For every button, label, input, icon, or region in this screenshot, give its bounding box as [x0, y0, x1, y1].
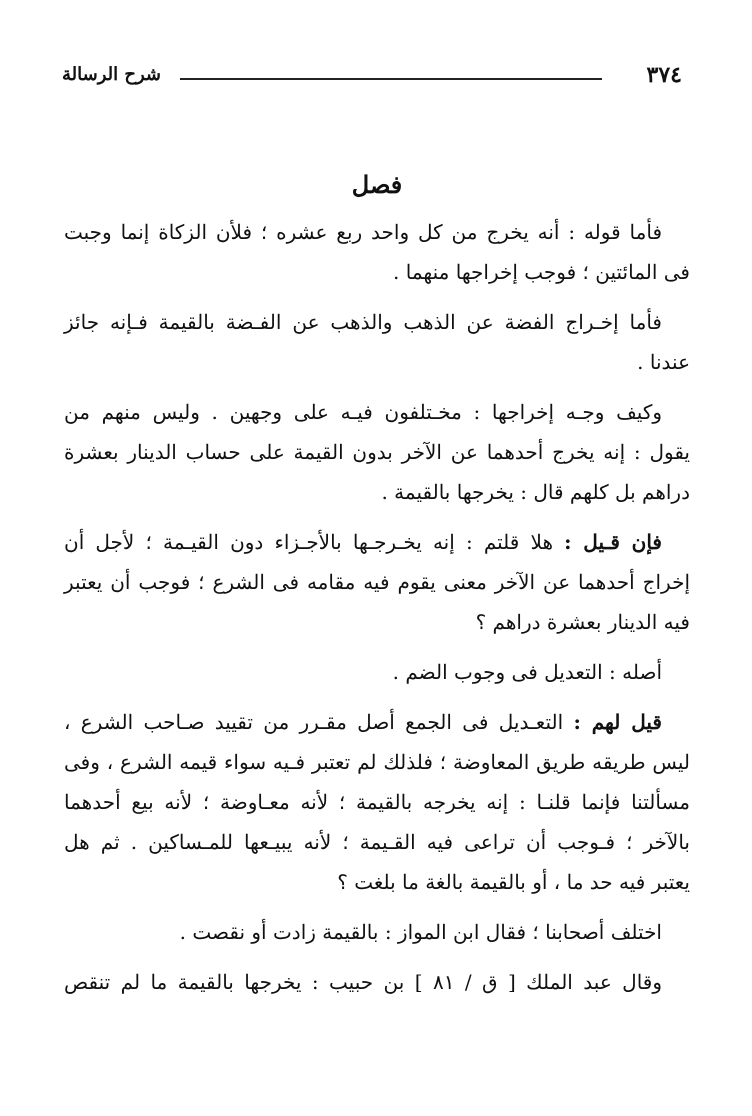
text-line [64, 522, 690, 562]
text-line: يقول : إنه يخرج أحدهما عن الآخر بدون القيمة على حساب الدينار بعشرة [64, 440, 690, 464]
section-heading: فصل [351, 170, 403, 199]
page-header [62, 62, 682, 92]
text-line [64, 702, 690, 742]
text-line: إخراج أحدهما عن الآخر معنى يقوم فيه مقامه فى الشرع ؛ فوجب أن يعتبر [64, 570, 690, 594]
text-line: فأما قوله : أنه يخرج من كل واحد ربع عشره ؛ فلأن الزكاة إنما وجبت [64, 220, 662, 244]
text-line: فى المائتين ؛ فوجب إخراجها منهما . [393, 260, 690, 284]
text-line: دراهم بل كلهم قال : يخرجها بالقيمة . [381, 480, 690, 504]
text-line: بالآخر ؛ فـوجب أن تراعى فيه القـيمة ؛ لأنه يبيـعها للمـساكين . ثم هل [64, 830, 690, 854]
text-line-rest: هلا قلتم : إنه يخـرجـها بالأجـزاء دون القيـمة ؛ لأجل أن [64, 530, 565, 554]
text-line: عندنا . [637, 350, 690, 374]
paragraph-1 [64, 212, 690, 292]
text-line: أصله : التعديل فى وجوب الضم . [392, 660, 662, 684]
running-title: شرح الرسالة [62, 64, 162, 85]
text-line: مسألتنا فإنما قلنـا : إنه يخرجه بالقيمة ؛ لأنه معـاوضة ؛ لأنه بيع أحدهما [64, 790, 690, 814]
paragraph-3 [64, 392, 690, 512]
text-line: فيه الدينار بعشرة دراهم ؟ [475, 610, 690, 634]
paragraph-6 [64, 702, 690, 902]
paragraph-7 [64, 912, 690, 952]
page-number: ٣٧٤ [646, 62, 682, 88]
text-line-rest: التعـديل فى الجمع أصل مقـرر من تقييد صـاحب الشرع ، [64, 710, 574, 734]
page-content [64, 160, 690, 1012]
paragraph-2 [64, 302, 690, 382]
text-line: ليس طريقه طريق المعاوضة ؛ فلذلك لم تعتبر فـيه سواء قيمه الشرع ، وفى [64, 750, 690, 774]
paragraph-4 [64, 522, 690, 642]
text-line: وكيف وجـه إخراجها : مخـتلفون فيـه على وجهين . وليس منهم من [64, 400, 662, 424]
paragraph-5 [64, 652, 690, 692]
reply-lead: قيل لهم : [573, 710, 662, 734]
text-line: وقال عبد الملك [ ق / ٨١ ] بن حبيب : يخرجها بالقيمة ما لم تنقص [64, 970, 663, 994]
text-line: يعتبر فيه حد ما ، أو بالقيمة بالغة ما بلغت ؟ [337, 870, 690, 894]
paragraph-8 [64, 962, 690, 1002]
text-line: فأما إخـراج الفضة عن الذهب والذهب عن الفـضة بالقيمة فـإنه جائز [64, 310, 662, 334]
objection-lead: فإن قـيل : [564, 530, 662, 554]
header-rule [180, 78, 602, 80]
text-line: اختلف أصحابنا ؛ فقال ابن المواز : بالقيمة زادت أو نقصت . [179, 920, 662, 944]
